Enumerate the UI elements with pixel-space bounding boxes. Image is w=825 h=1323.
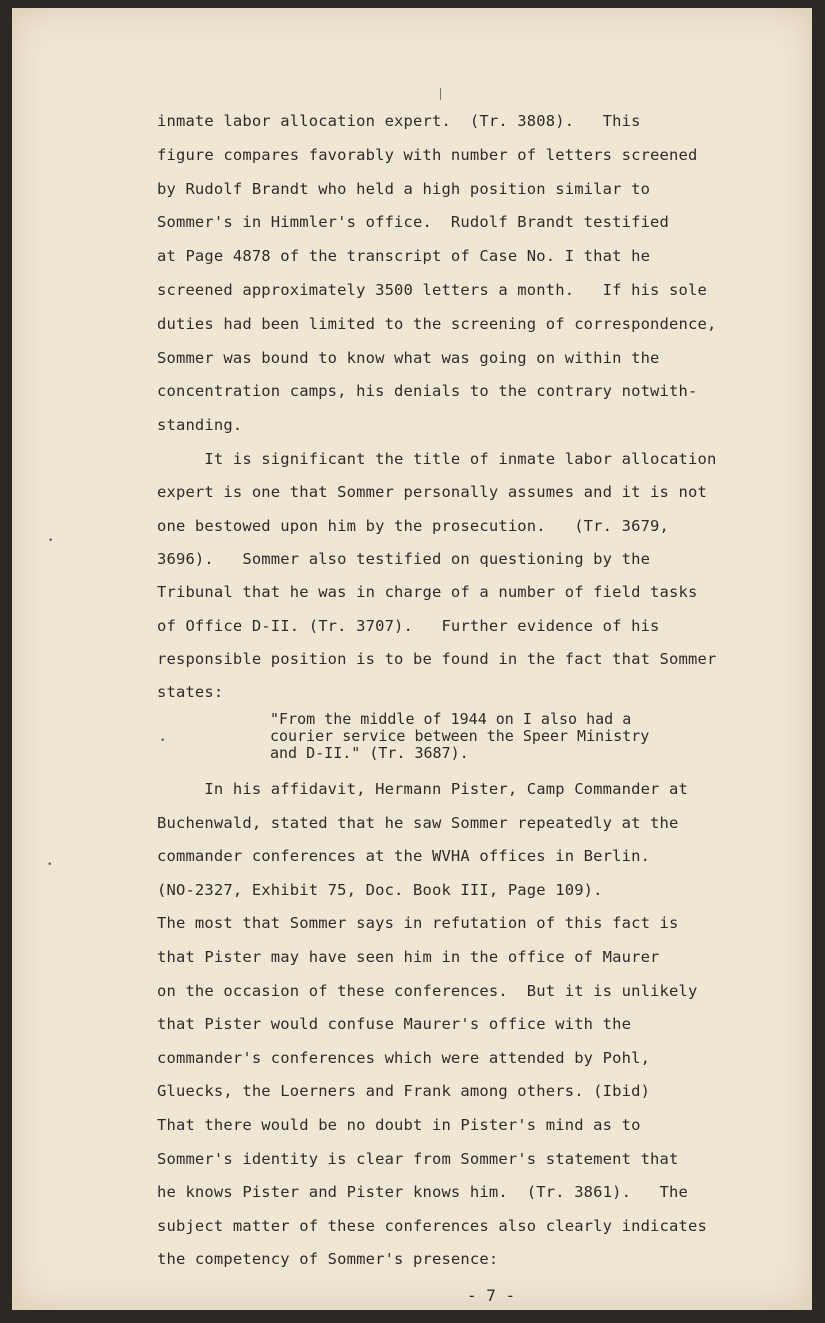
text-line: It is significant the title of inmate labor allocation — [157, 450, 717, 468]
text-line: figure compares favorably with number of letters screened — [157, 145, 698, 164]
margin-dot: • — [160, 736, 166, 746]
paper-mark — [440, 88, 441, 100]
text-line: the competency of Sommer's presence: — [157, 1250, 499, 1269]
text-line: In his affidavit, Hermann Pister, Camp Commander at — [157, 780, 688, 798]
document-page — [12, 8, 812, 1310]
text-line: that Pister may have seen him in the office of Maurer — [157, 948, 660, 966]
text-line: he knows Pister and Pister knows him. (Tr. 3861). The — [157, 1183, 688, 1202]
text-line: subject matter of these conferences also clearly indicates — [157, 1216, 707, 1235]
text-line: inmate labor allocation expert. (Tr. 3808). This — [157, 112, 641, 130]
margin-dot: • — [48, 536, 54, 546]
text-line: one bestowed upon him by the prosecution. (Tr. 3679, — [157, 516, 670, 535]
text-line: duties had been limited to the screening of correspondence, — [157, 314, 717, 333]
text-line: that Pister would confuse Maurer's office with the — [157, 1015, 632, 1034]
text-line: of Office D-II. (Tr. 3707). Further evidence of his — [157, 616, 660, 635]
text-line: 3696). Sommer also testified on questioning by the — [157, 549, 651, 568]
text-line: by Rudolf Brandt who held a high position similar to — [157, 179, 651, 198]
text-line: and D-II." (Tr. 3687). — [270, 744, 469, 762]
text-line: commander conferences at the WVHA offices in Berlin. — [157, 847, 651, 866]
text-line: commander's conferences which were attended by Pohl, — [157, 1048, 651, 1067]
text-line: concentration camps, his denials to the contrary notwith- — [157, 382, 698, 401]
text-line: responsible position is to be found in the fact that Sommer — [157, 649, 717, 668]
text-line: Tribunal that he was in charge of a number of field tasks — [157, 583, 698, 602]
text-line: (NO-2327, Exhibit 75, Doc. Book III, Page 109). — [157, 880, 603, 899]
page-number: - 7 - — [467, 1286, 516, 1305]
text-line: "From the middle of 1944 on I also had a — [270, 710, 632, 728]
text-line: states: — [157, 683, 224, 702]
margin-dot: • — [47, 860, 53, 870]
text-line: courier service between the Speer Ministry — [270, 727, 650, 745]
text-line: Sommer's in Himmler's office. Rudolf Brandt testified — [157, 213, 670, 232]
text-line: standing. — [157, 416, 243, 435]
text-line: on the occasion of these conferences. But it is unlikely — [157, 981, 698, 1000]
text-line: Buchenwald, stated that he saw Sommer repeatedly at the — [157, 813, 679, 832]
text-line: Sommer was bound to know what was going on within the — [157, 348, 660, 367]
text-line: at Page 4878 of the transcript of Case No. I that he — [157, 247, 651, 266]
text-line: That there would be no doubt in Pister's mind as to — [157, 1116, 641, 1134]
text-line: Sommer's identity is clear from Sommer's statement that — [157, 1149, 679, 1168]
text-line: expert is one that Sommer personally assumes and it is not — [157, 483, 707, 502]
text-line: screened approximately 3500 letters a month. If his sole — [157, 281, 707, 299]
text-line: The most that Sommer says in refutation of this fact is — [157, 914, 679, 933]
text-line: Gluecks, the Loerners and Frank among others. (Ibid) — [157, 1082, 651, 1101]
